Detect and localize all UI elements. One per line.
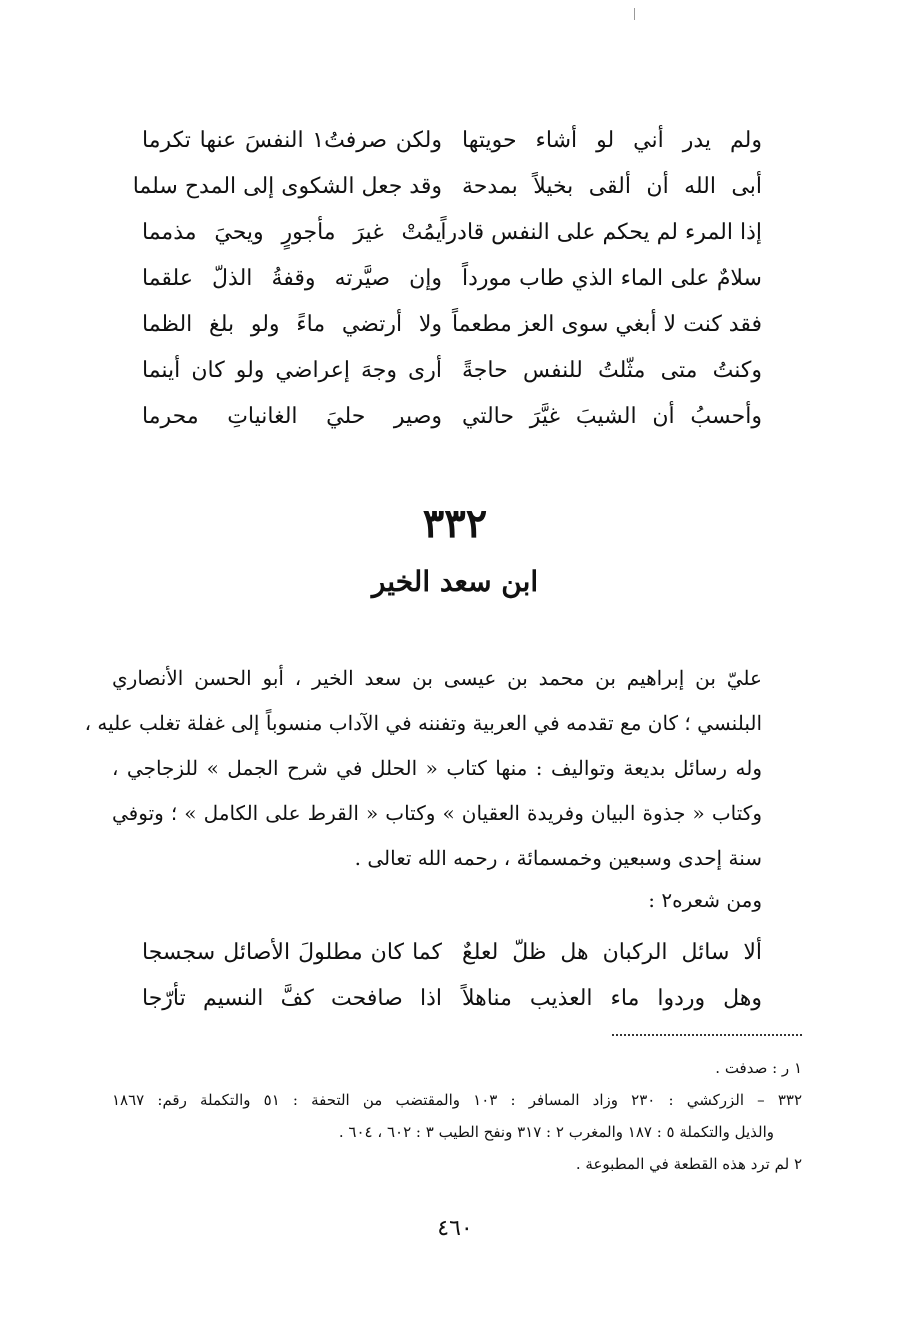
- hemistich-first: وكنتُ متى مثّلتُ للنفس حاجةً: [462, 358, 762, 383]
- footnotes: [112, 1052, 802, 1180]
- hemistich-first: وهل وردوا ماء العذيب مناهلاً: [462, 986, 762, 1011]
- footnote-continuation: والذيل والتكملة ٥ : ١٨٧ والمغرب ٢ : ٣١٧ ونفح الطيب ٣ : ٦٠٢ ، ٦٠٤ .: [338, 1123, 774, 1141]
- hemistich-second: أرى وجهَ إعراضي ولو كان أينما: [142, 358, 442, 383]
- footnote: ٢ لم ترد هذه القطعة في المطبوعة .: [575, 1155, 802, 1173]
- verse: [142, 210, 762, 256]
- poem-bottom: [142, 930, 762, 1022]
- hemistich-first: فقد كنت لا أبغي سوى العز مطعماً: [451, 312, 762, 337]
- section-number: ٣٣٢: [422, 500, 488, 547]
- paragraph-line: وكتاب « جذوة البيان وفريدة العقيان » وكتاب « القرط على الكامل » ؛ وتوفي: [112, 801, 762, 825]
- hemistich-first: إذا المرء لم يحكم على النفس قادراً: [440, 220, 762, 245]
- footnote: ٣٣٢ – الزركشي : ٢٣٠ وزاد المسافر : ١٠٣ والمقتضب من التحفة : ٥١ والتكملة رقم: ١٨٦٧: [112, 1091, 802, 1109]
- hemistich-second: ولا أرتضي ماءً ولو بلغ الظما: [142, 312, 442, 337]
- hemistich-first: ولم يدر أني لو أشاء حويتها: [462, 128, 762, 153]
- verse: [142, 976, 762, 1022]
- paragraph-line: البلنسي ؛ كان مع تقدمه في العربية وتفننه في الآداب منسوباً إلى غفلة تغلب عليه ،: [84, 711, 762, 735]
- paragraph-line: عليّ بن إبراهيم بن محمد بن عيسى بن سعد الخير ، أبو الحسن الأنصاري: [112, 666, 762, 690]
- verse: [142, 930, 762, 976]
- verse: [142, 394, 762, 440]
- poem-top: [132, 118, 762, 440]
- verse: [142, 302, 762, 348]
- hemistich-second: وقد جعل الشكوى إلى المدح سلما: [132, 174, 442, 199]
- hemistich-second: وإن صيَّرته وقفةُ الذلّ علقما: [142, 266, 442, 291]
- crop-mark: [634, 8, 635, 20]
- verse: [142, 118, 762, 164]
- footnote-separator: [612, 1034, 802, 1036]
- hemistich-first: أبى الله أن ألقى بخيلاً بمدحة: [462, 174, 762, 199]
- paragraph-line: سنة إحدى وسبعين وخمسمائة ، رحمه الله تعالى .: [354, 846, 762, 870]
- hemistich-first: سلامٌ على الماء الذي طاب مورداً: [462, 266, 762, 291]
- hemistich-second: يمُتْ غيرَ مأجورٍ ويحيَ مذمما: [142, 220, 442, 245]
- hemistich-second: كما كان مطلولَ الأصائل سجسجا: [142, 940, 442, 965]
- biography-paragraph: [84, 656, 762, 881]
- page-number: ٤٦٠: [437, 1216, 473, 1241]
- verse: [132, 164, 762, 210]
- hemistich-second: اذا صافحت كفَّ النسيم تأرّجا: [142, 986, 442, 1011]
- hemistich-second: ولكن صرفتُ١ النفسَ عنها تكرما: [142, 128, 443, 153]
- hemistich-first: وأحسبُ أن الشيبَ غيَّرَ حالتي: [462, 404, 762, 429]
- section-title: ابن سعد الخير: [371, 565, 539, 598]
- verse: [142, 348, 762, 394]
- verse: [142, 256, 762, 302]
- hemistich-second: وصير حليَ الغانياتِ محرما: [142, 404, 442, 429]
- footnote: ١ ر : صدفت .: [715, 1059, 802, 1077]
- poetry-intro: ومن شعره٢ :: [648, 888, 762, 912]
- paragraph-line: وله رسائل بديعة وتواليف : منها كتاب « الحلل في شرح الجمل » للزجاجي ،: [112, 756, 762, 780]
- hemistich-first: ألا سائل الركبان هل ظلّ لعلعٌ: [462, 940, 762, 965]
